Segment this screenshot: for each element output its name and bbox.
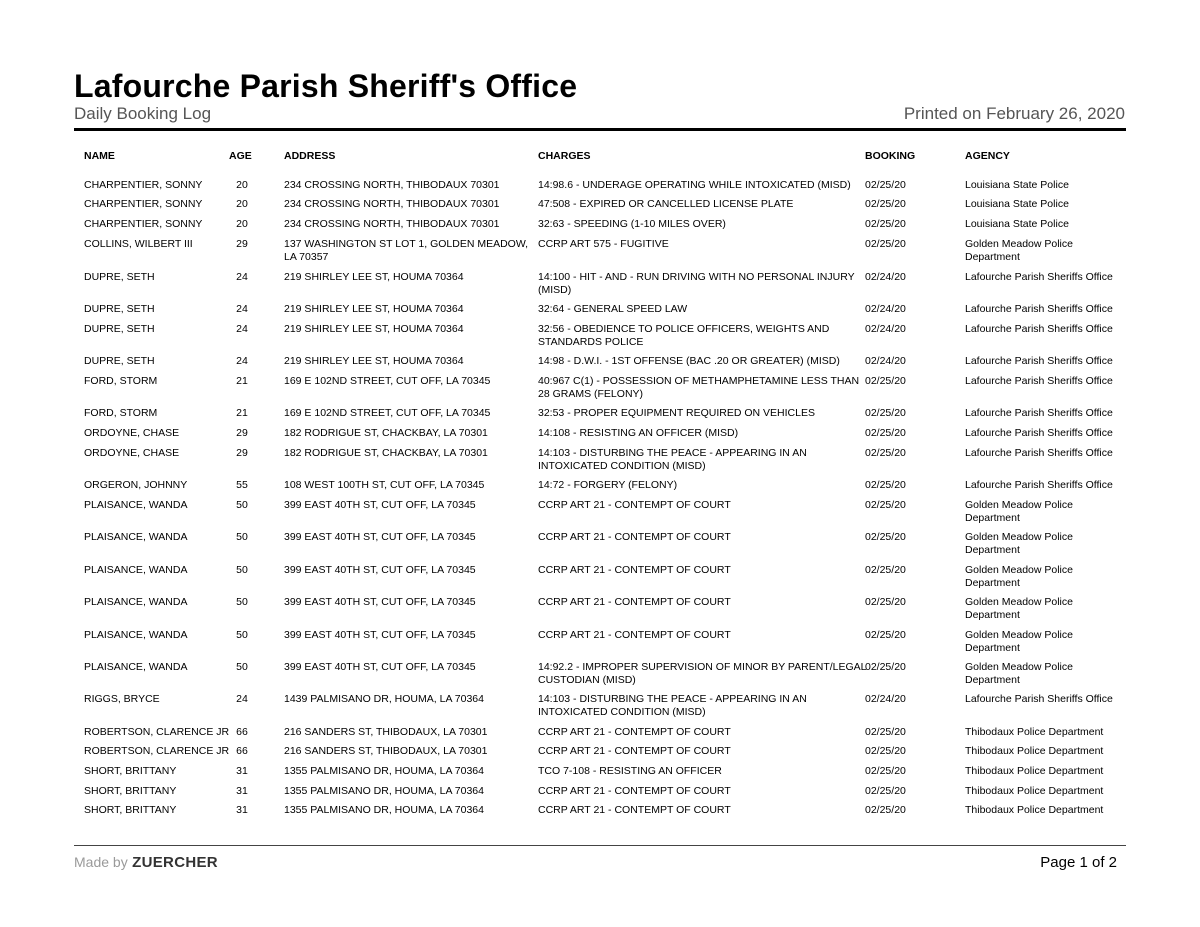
charges-cell: 14:100 - HIT - AND - RUN DRIVING WITH NO PERSONAL INJURY (MISD): [538, 271, 855, 296]
agency-cell: Lafourche Parish Sheriffs Office: [965, 427, 1113, 439]
made-by-label: Made by: [74, 854, 128, 870]
printed-date: Printed on February 26, 2020: [903, 104, 1125, 123]
agency-cell: Golden Meadow Police Department: [965, 661, 1073, 686]
booking-cell: 02/25/20: [865, 531, 906, 543]
booking-cell: 02/25/20: [865, 661, 906, 673]
address-cell: 182 RODRIGUE ST, CHACKBAY, LA 70301: [284, 427, 488, 439]
age-cell: 66: [236, 745, 248, 757]
agency-cell: Lafourche Parish Sheriffs Office: [965, 303, 1113, 315]
booking-cell: 02/25/20: [865, 596, 906, 608]
name-cell: ORDOYNE, CHASE: [84, 447, 180, 459]
name-cell: DUPRE, SETH: [84, 323, 155, 335]
column-header-name: NAME: [84, 150, 115, 162]
booking-cell: 02/25/20: [865, 785, 906, 797]
charges-cell: CCRP ART 21 - CONTEMPT OF COURT: [538, 596, 731, 608]
column-header-booking: BOOKING: [865, 150, 916, 162]
booking-cell: 02/25/20: [865, 564, 906, 576]
booking-cell: 02/25/20: [865, 407, 906, 419]
agency-cell: Louisiana State Police: [965, 179, 1069, 191]
charges-cell: CCRP ART 21 - CONTEMPT OF COURT: [538, 499, 731, 511]
booking-cell: 02/25/20: [865, 726, 906, 738]
charges-cell: 14:92.2 - IMPROPER SUPERVISION OF MINOR BY PARENT/LEGAL CUSTODIAN (MISD): [538, 661, 867, 686]
booking-cell: 02/25/20: [865, 375, 906, 387]
address-cell: 234 CROSSING NORTH, THIBODAUX 70301: [284, 218, 500, 230]
age-cell: 31: [236, 804, 248, 816]
name-cell: DUPRE, SETH: [84, 355, 155, 367]
name-cell: PLAISANCE, WANDA: [84, 531, 188, 543]
booking-cell: 02/25/20: [865, 479, 906, 491]
age-cell: 24: [236, 355, 248, 367]
address-cell: 399 EAST 40TH ST, CUT OFF, LA 70345: [284, 499, 476, 511]
age-cell: 55: [236, 479, 248, 491]
agency-cell: Lafourche Parish Sheriffs Office: [965, 693, 1113, 705]
name-cell: FORD, STORM: [84, 375, 158, 387]
age-cell: 29: [236, 238, 248, 250]
address-cell: 399 EAST 40TH ST, CUT OFF, LA 70345: [284, 564, 476, 576]
charges-cell: 32:56 - OBEDIENCE TO POLICE OFFICERS, WEIGHTS AND STANDARDS POLICE: [538, 323, 830, 348]
age-cell: 24: [236, 693, 248, 705]
name-cell: PLAISANCE, WANDA: [84, 629, 188, 641]
name-cell: PLAISANCE, WANDA: [84, 661, 188, 673]
age-cell: 29: [236, 447, 248, 459]
booking-cell: 02/25/20: [865, 629, 906, 641]
footer-logo: [74, 852, 218, 873]
age-cell: 50: [236, 499, 248, 511]
agency-cell: Lafourche Parish Sheriffs Office: [965, 323, 1113, 335]
agency-cell: Lafourche Parish Sheriffs Office: [965, 407, 1113, 419]
age-cell: 50: [236, 531, 248, 543]
agency-cell: Thibodaux Police Department: [965, 745, 1104, 757]
name-cell: CHARPENTIER, SONNY: [84, 218, 203, 230]
address-cell: 399 EAST 40TH ST, CUT OFF, LA 70345: [284, 596, 476, 608]
name-cell: FORD, STORM: [84, 407, 158, 419]
agency-cell: Lafourche Parish Sheriffs Office: [965, 271, 1113, 283]
name-cell: CHARPENTIER, SONNY: [84, 179, 203, 191]
booking-cell: 02/24/20: [865, 693, 906, 705]
agency-cell: Louisiana State Police: [965, 198, 1069, 210]
name-cell: RIGGS, BRYCE: [84, 693, 160, 705]
age-cell: 20: [236, 179, 248, 191]
charges-cell: 14:72 - FORGERY (FELONY): [538, 479, 678, 491]
name-cell: ORGERON, JOHNNY: [84, 479, 188, 491]
name-cell: DUPRE, SETH: [84, 271, 155, 283]
age-cell: 50: [236, 629, 248, 641]
name-cell: COLLINS, WILBERT III: [84, 238, 193, 250]
booking-cell: 02/25/20: [865, 499, 906, 511]
age-cell: 20: [236, 198, 248, 210]
column-header-address: ADDRESS: [284, 150, 336, 162]
age-cell: 50: [236, 661, 248, 673]
charges-cell: 14:108 - RESISTING AN OFFICER (MISD): [538, 427, 739, 439]
booking-cell: 02/25/20: [865, 218, 906, 230]
charges-cell: 40:967 C(1) - POSSESSION OF METHAMPHETAMINE LESS THAN 28 GRAMS (FELONY): [538, 375, 860, 400]
agency-cell: Lafourche Parish Sheriffs Office: [965, 447, 1113, 459]
brand-name: ZUERCHER: [132, 854, 218, 871]
charges-cell: 14:103 - DISTURBING THE PEACE - APPEARING IN AN INTOXICATED CONDITION (MISD): [538, 693, 807, 718]
charges-cell: CCRP ART 21 - CONTEMPT OF COURT: [538, 531, 731, 543]
column-header-agency: AGENCY: [965, 150, 1010, 162]
agency-cell: Thibodaux Police Department: [965, 765, 1104, 777]
address-cell: 399 EAST 40TH ST, CUT OFF, LA 70345: [284, 629, 476, 641]
address-cell: 234 CROSSING NORTH, THIBODAUX 70301: [284, 198, 500, 210]
age-cell: 66: [236, 726, 248, 738]
age-cell: 21: [236, 407, 248, 419]
page-number: Page 1 of 2: [1040, 854, 1117, 871]
column-header-charges: CHARGES: [538, 150, 591, 162]
agency-cell: Golden Meadow Police Department: [965, 629, 1073, 654]
address-cell: 1355 PALMISANO DR, HOUMA, LA 70364: [284, 804, 484, 816]
address-cell: 169 E 102ND STREET, CUT OFF, LA 70345: [284, 407, 491, 419]
age-cell: 24: [236, 271, 248, 283]
charges-cell: CCRP ART 21 - CONTEMPT OF COURT: [538, 564, 731, 576]
booking-cell: 02/25/20: [865, 198, 906, 210]
age-cell: 21: [236, 375, 248, 387]
charges-cell: 14:98.6 - UNDERAGE OPERATING WHILE INTOXICATED (MISD): [538, 179, 851, 191]
booking-cell: 02/24/20: [865, 355, 906, 367]
age-cell: 20: [236, 218, 248, 230]
charges-cell: CCRP ART 575 - FUGITIVE: [538, 238, 669, 250]
booking-cell: 02/25/20: [865, 447, 906, 459]
booking-cell: 02/25/20: [865, 765, 906, 777]
address-cell: 219 SHIRLEY LEE ST, HOUMA 70364: [284, 323, 464, 335]
charges-cell: 14:103 - DISTURBING THE PEACE - APPEARING IN AN INTOXICATED CONDITION (MISD): [538, 447, 807, 472]
booking-cell: 02/25/20: [865, 804, 906, 816]
charges-cell: 32:64 - GENERAL SPEED LAW: [538, 303, 688, 315]
address-cell: 182 RODRIGUE ST, CHACKBAY, LA 70301: [284, 447, 488, 459]
address-cell: 108 WEST 100TH ST, CUT OFF, LA 70345: [284, 479, 485, 491]
booking-cell: 02/24/20: [865, 303, 906, 315]
booking-cell: 02/25/20: [865, 238, 906, 250]
booking-cell: 02/24/20: [865, 271, 906, 283]
agency-cell: Lafourche Parish Sheriffs Office: [965, 479, 1113, 491]
address-cell: 399 EAST 40TH ST, CUT OFF, LA 70345: [284, 531, 476, 543]
address-cell: 234 CROSSING NORTH, THIBODAUX 70301: [284, 179, 500, 191]
agency-cell: Thibodaux Police Department: [965, 804, 1104, 816]
age-cell: 24: [236, 323, 248, 335]
charges-cell: CCRP ART 21 - CONTEMPT OF COURT: [538, 804, 731, 816]
column-header-age: AGE: [229, 150, 252, 162]
name-cell: CHARPENTIER, SONNY: [84, 198, 203, 210]
name-cell: SHORT, BRITTANY: [84, 765, 177, 777]
name-cell: ROBERTSON, CLARENCE JR: [84, 745, 230, 757]
charges-cell: 32:63 - SPEEDING (1-10 MILES OVER): [538, 218, 726, 230]
address-cell: 137 WASHINGTON ST LOT 1, GOLDEN MEADOW, LA 70357: [284, 238, 529, 263]
name-cell: SHORT, BRITTANY: [84, 804, 177, 816]
address-cell: 1439 PALMISANO DR, HOUMA, LA 70364: [284, 693, 484, 705]
agency-cell: Golden Meadow Police Department: [965, 596, 1073, 621]
booking-cell: 02/24/20: [865, 323, 906, 335]
address-cell: 216 SANDERS ST, THIBODAUX, LA 70301: [284, 726, 488, 738]
address-cell: 219 SHIRLEY LEE ST, HOUMA 70364: [284, 355, 464, 367]
agency-cell: Golden Meadow Police Department: [965, 238, 1073, 263]
agency-cell: Thibodaux Police Department: [965, 726, 1104, 738]
address-cell: 219 SHIRLEY LEE ST, HOUMA 70364: [284, 303, 464, 315]
name-cell: PLAISANCE, WANDA: [84, 596, 188, 608]
booking-cell: 02/25/20: [865, 745, 906, 757]
charges-cell: CCRP ART 21 - CONTEMPT OF COURT: [538, 785, 731, 797]
agency-cell: Golden Meadow Police Department: [965, 531, 1073, 556]
age-cell: 31: [236, 785, 248, 797]
name-cell: DUPRE, SETH: [84, 303, 155, 315]
booking-cell: 02/25/20: [865, 179, 906, 191]
agency-cell: Golden Meadow Police Department: [965, 499, 1073, 524]
charges-cell: CCRP ART 21 - CONTEMPT OF COURT: [538, 726, 731, 738]
age-cell: 50: [236, 596, 248, 608]
name-cell: PLAISANCE, WANDA: [84, 499, 188, 511]
name-cell: SHORT, BRITTANY: [84, 785, 177, 797]
age-cell: 50: [236, 564, 248, 576]
name-cell: ORDOYNE, CHASE: [84, 427, 180, 439]
address-cell: 399 EAST 40TH ST, CUT OFF, LA 70345: [284, 661, 476, 673]
agency-cell: Louisiana State Police: [965, 218, 1069, 230]
address-cell: 216 SANDERS ST, THIBODAUX, LA 70301: [284, 745, 488, 757]
charges-cell: 32:53 - PROPER EQUIPMENT REQUIRED ON VEHICLES: [538, 407, 815, 419]
address-cell: 1355 PALMISANO DR, HOUMA, LA 70364: [284, 765, 484, 777]
age-cell: 31: [236, 765, 248, 777]
charges-cell: TCO 7-108 - RESISTING AN OFFICER: [538, 765, 722, 777]
agency-cell: Lafourche Parish Sheriffs Office: [965, 355, 1113, 367]
page-title: Lafourche Parish Sheriff's Office: [74, 68, 578, 104]
agency-cell: Lafourche Parish Sheriffs Office: [965, 375, 1113, 387]
footer-divider: [74, 845, 1126, 846]
agency-cell: Golden Meadow Police Department: [965, 564, 1073, 589]
address-cell: 1355 PALMISANO DR, HOUMA, LA 70364: [284, 785, 484, 797]
page-subtitle: Daily Booking Log: [74, 104, 212, 123]
age-cell: 24: [236, 303, 248, 315]
charges-cell: CCRP ART 21 - CONTEMPT OF COURT: [538, 745, 731, 757]
address-cell: 169 E 102ND STREET, CUT OFF, LA 70345: [284, 375, 491, 387]
name-cell: ROBERTSON, CLARENCE JR: [84, 726, 230, 738]
charges-cell: CCRP ART 21 - CONTEMPT OF COURT: [538, 629, 731, 641]
name-cell: PLAISANCE, WANDA: [84, 564, 188, 576]
agency-cell: Thibodaux Police Department: [965, 785, 1104, 797]
address-cell: 219 SHIRLEY LEE ST, HOUMA 70364: [284, 271, 464, 283]
age-cell: 29: [236, 427, 248, 439]
charges-cell: 47:508 - EXPIRED OR CANCELLED LICENSE PLATE: [538, 198, 794, 210]
booking-cell: 02/25/20: [865, 427, 906, 439]
charges-cell: 14:98 - D.W.I. - 1ST OFFENSE (BAC .20 OR GREATER) (MISD): [538, 355, 840, 367]
